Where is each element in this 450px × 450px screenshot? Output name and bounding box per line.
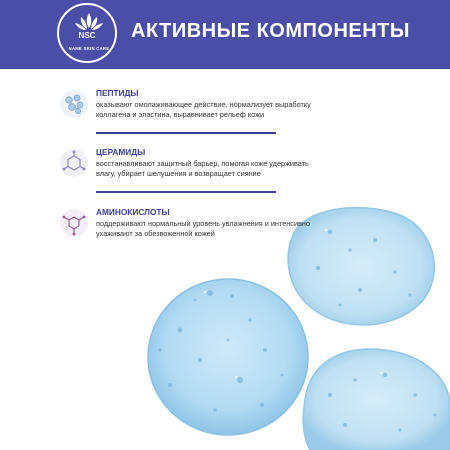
- peptide-molecule-icon: [58, 88, 90, 120]
- ingredient-description: восстанавливают защитный барьер, помогая коже удерживать влагу, убирает шелушения и возвращает сияние: [96, 159, 309, 178]
- ingredient-amino-acids: [58, 207, 318, 247]
- amino-acid-molecule-icon: [58, 207, 90, 239]
- ingredient-title: ЦЕРАМИДЫ: [96, 147, 146, 157]
- ingredient-title: АМИНОКИСЛОТЫ: [96, 207, 170, 217]
- logo-text: NSC: [78, 31, 96, 40]
- ingredient-description: оказывают омолаживающее действие, нормализует выработку коллагена и эластина, выравнивает рельеф кожи: [96, 100, 311, 119]
- ceramide-molecule-icon: [58, 147, 90, 179]
- divider: [96, 191, 276, 193]
- ingredient-description: поддерживают нормальный уровень увлажнения и интенсивно ухаживают за обезвоженной кожей: [96, 219, 310, 238]
- logo-ring-text: NAME SKIN CARE: [68, 46, 110, 51]
- gel-drop-bottom-right: [303, 349, 450, 450]
- ingredient-title: ПЕПТИДЫ: [96, 88, 139, 98]
- divider: [96, 132, 276, 134]
- header-banner: [0, 0, 450, 69]
- ingredient-peptides: [58, 88, 318, 134]
- page-title: АКТИВНЫЕ КОМПОНЕНТЫ: [131, 20, 410, 42]
- brand-logo: [57, 3, 117, 63]
- gel-drop-large: [148, 279, 308, 435]
- ingredient-ceramides: [58, 147, 318, 193]
